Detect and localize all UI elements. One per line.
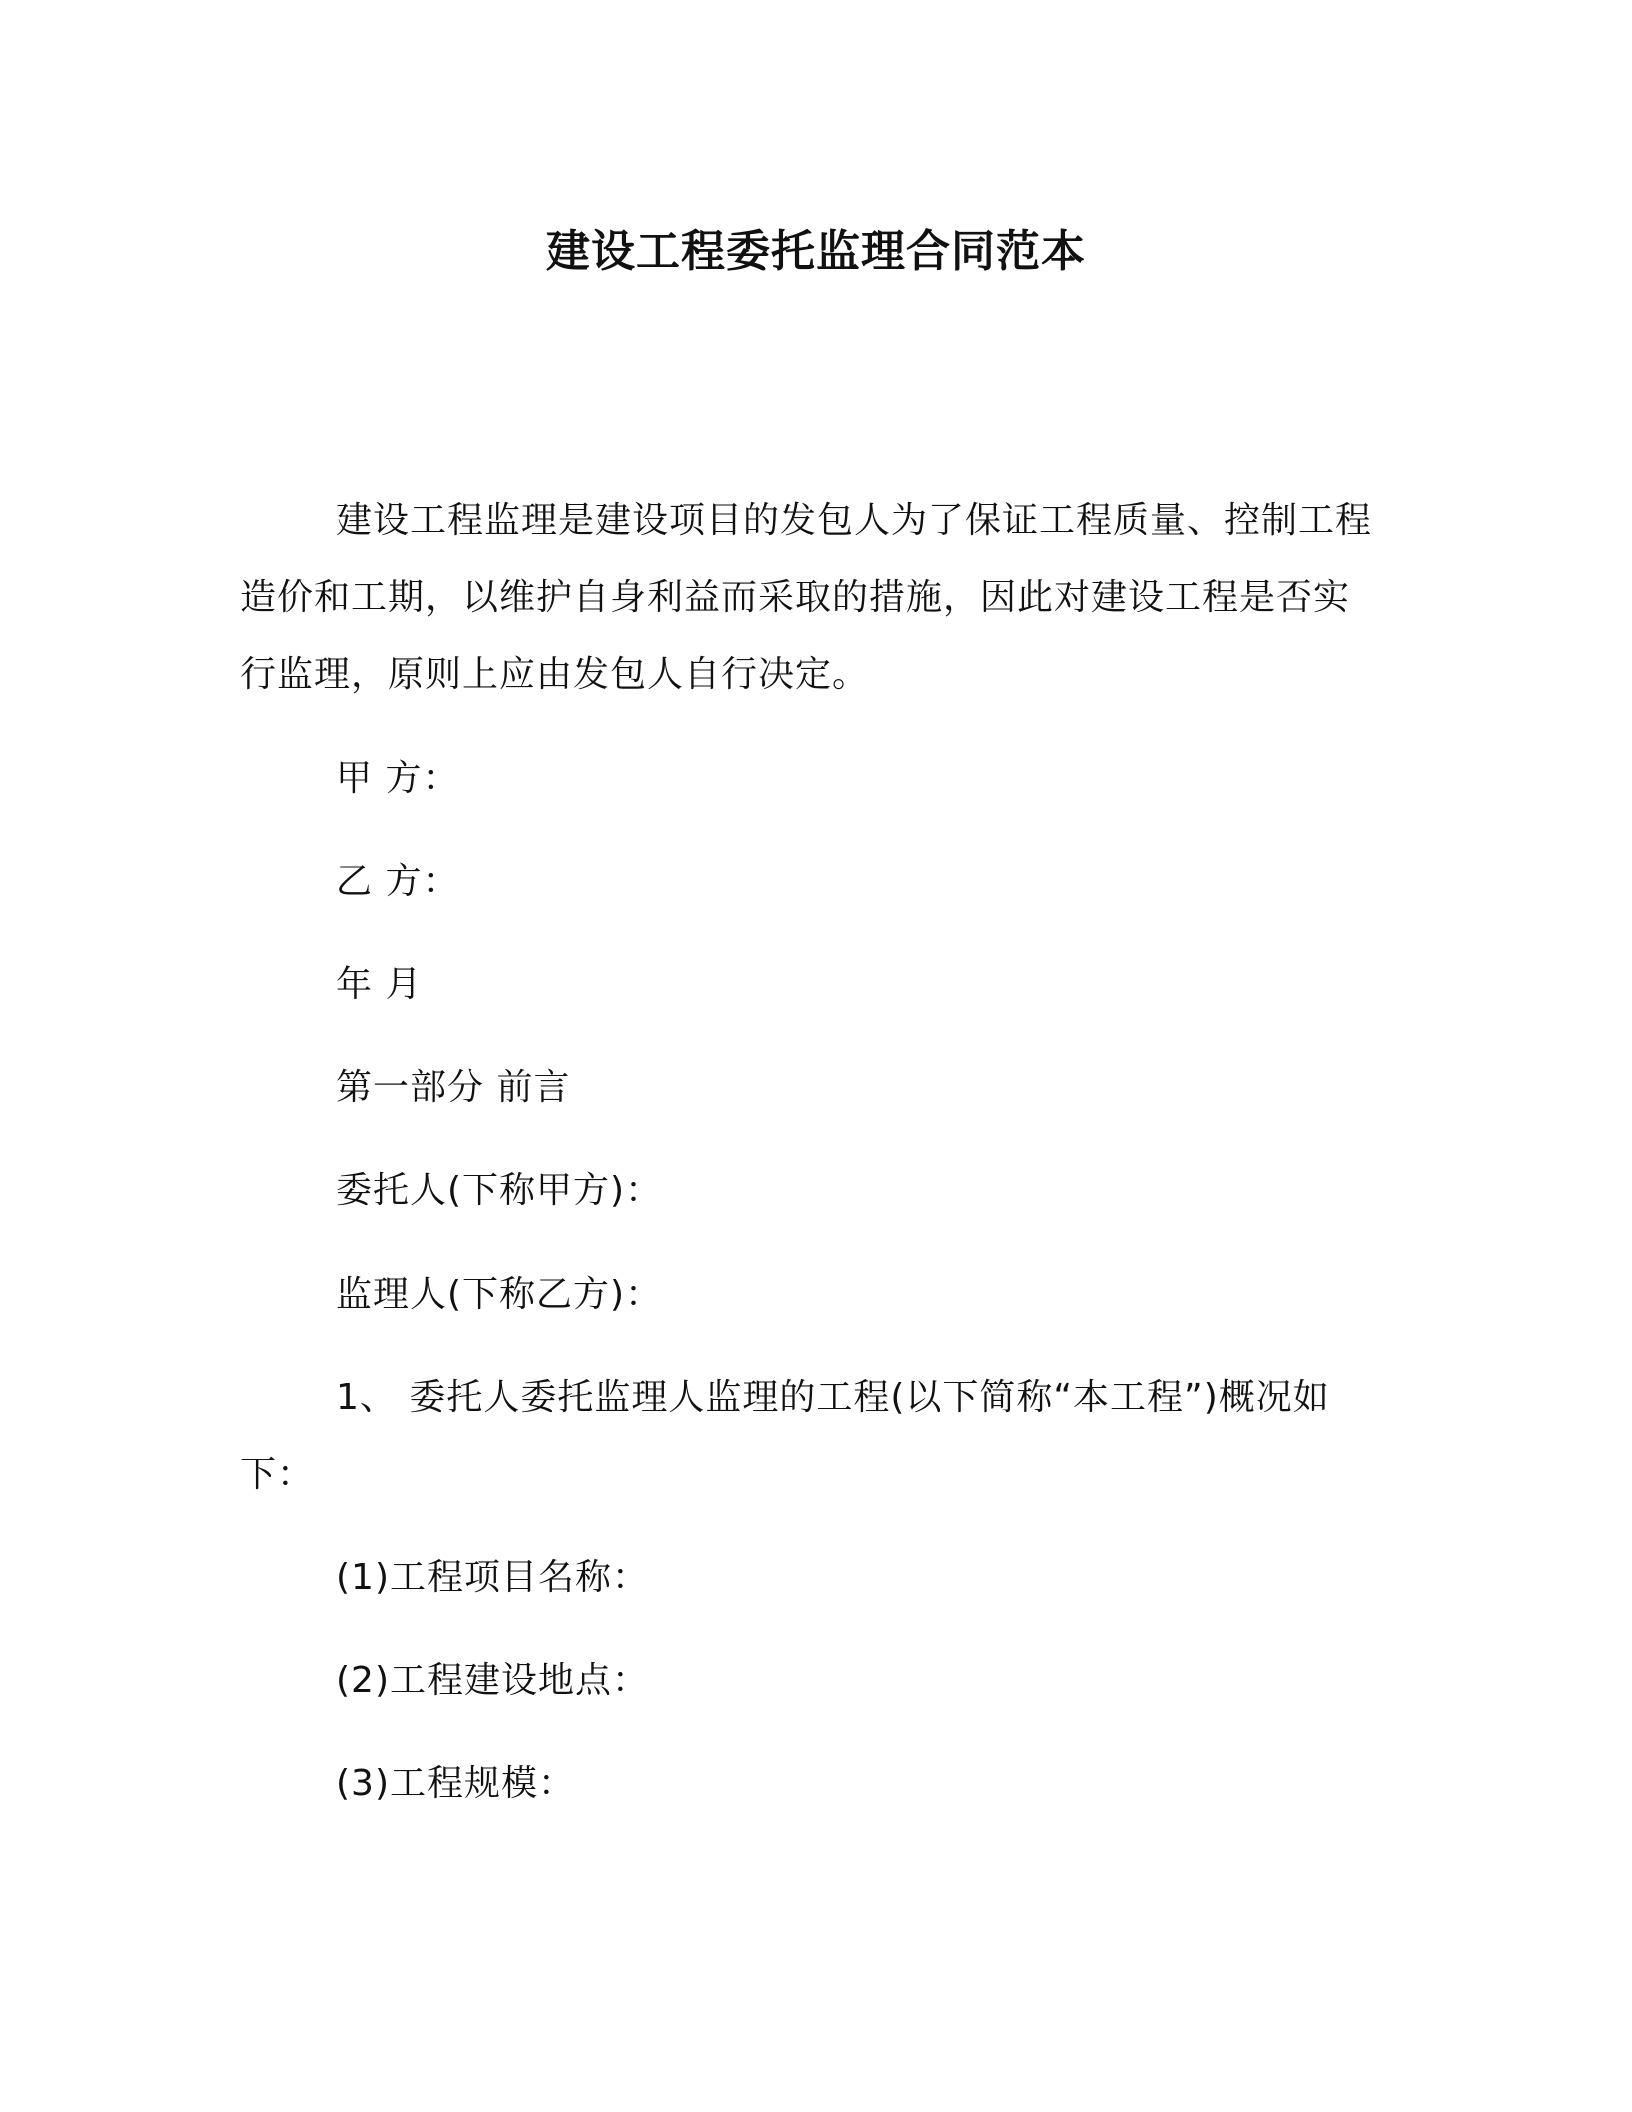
item-location: (2)工程建设地点： [336,1660,649,1701]
clause-1-line-1: 1、 委托人委托监理人监理的工程(以下简称“本工程”)概况如 [336,1377,1330,1418]
document-title: 建设工程委托监理合同范本 [546,226,1086,277]
clause-1-line-2: 下： [240,1454,315,1495]
intro-line-2: 造价和工期，以维护自身利益而采取的措施，因此对建设工程是否实 [240,577,1351,618]
party-a-label: 甲 方： [336,758,460,799]
supervisor-label: 监理人(下称乙方)： [336,1274,663,1315]
intro-line-1: 建设工程监理是建设项目的发包人为了保证工程质量、控制工程 [336,500,1373,541]
intro-line-3: 行监理，原则上应由发包人自行决定。 [240,654,870,695]
item-project-name: (1)工程项目名称： [336,1557,649,1598]
party-b-label: 乙 方： [336,861,460,902]
part-one-heading: 第一部分 前言 [336,1067,571,1108]
date-label: 年 月 [336,964,423,1005]
item-scale: (3)工程规模： [336,1763,575,1804]
client-label: 委托人(下称甲方)： [336,1170,663,1211]
